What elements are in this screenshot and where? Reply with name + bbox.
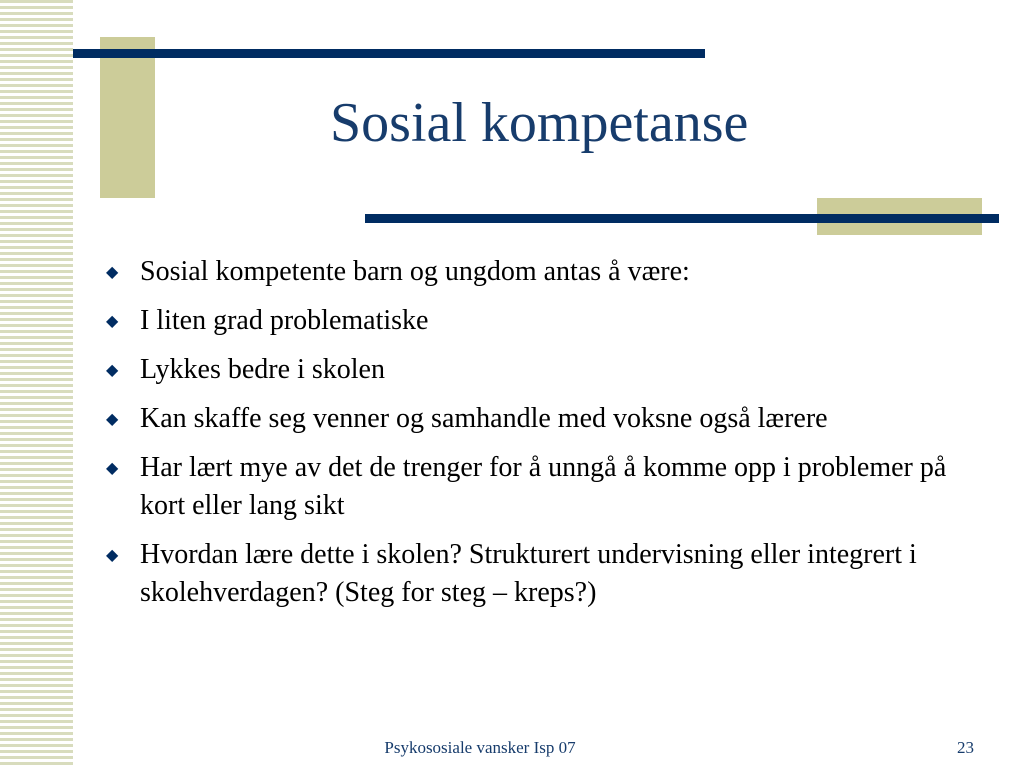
bullet-text: Lykkes bedre i skolen (140, 354, 385, 385)
bullet-item (104, 449, 984, 525)
bullet-list (104, 253, 984, 623)
bullet-text: Hvordan lære dette i skolen? Strukturert undervisning eller integrert i skolehverdagen? (Steg for steg – kreps?) (140, 539, 917, 608)
diamond-bullet-icon: ◆ (106, 262, 119, 281)
bullet-item (104, 302, 984, 340)
diamond-bullet-icon: ◆ (106, 360, 119, 379)
slide-title: Sosial kompetanse (330, 92, 749, 154)
title-rule-bottom (365, 214, 999, 223)
diamond-bullet-icon: ◆ (106, 545, 119, 564)
bullet-text: I liten grad problematiske (140, 305, 429, 336)
diamond-bullet-icon: ◆ (106, 311, 119, 330)
footer-text: Psykososiale vansker Isp 07 (384, 738, 576, 757)
bullet-text: Sosial kompetente barn og ungdom antas å være: (140, 256, 690, 287)
bullet-item (104, 536, 984, 612)
bullet-item (104, 253, 984, 291)
diamond-bullet-icon: ◆ (106, 409, 119, 428)
accent-block-top (100, 37, 155, 198)
bullet-item (104, 400, 984, 438)
diamond-bullet-icon: ◆ (106, 458, 119, 477)
page-number: 23 (957, 738, 974, 757)
bullet-text: Kan skaffe seg venner og samhandle med voksne også lærere (140, 403, 828, 434)
bullet-text: Har lært mye av det de trenger for å unngå å komme opp i problemer på kort eller lang sikt (140, 452, 947, 521)
decorative-stripe-band (0, 0, 73, 768)
title-rule-top (73, 49, 705, 58)
bullet-item (104, 351, 984, 389)
